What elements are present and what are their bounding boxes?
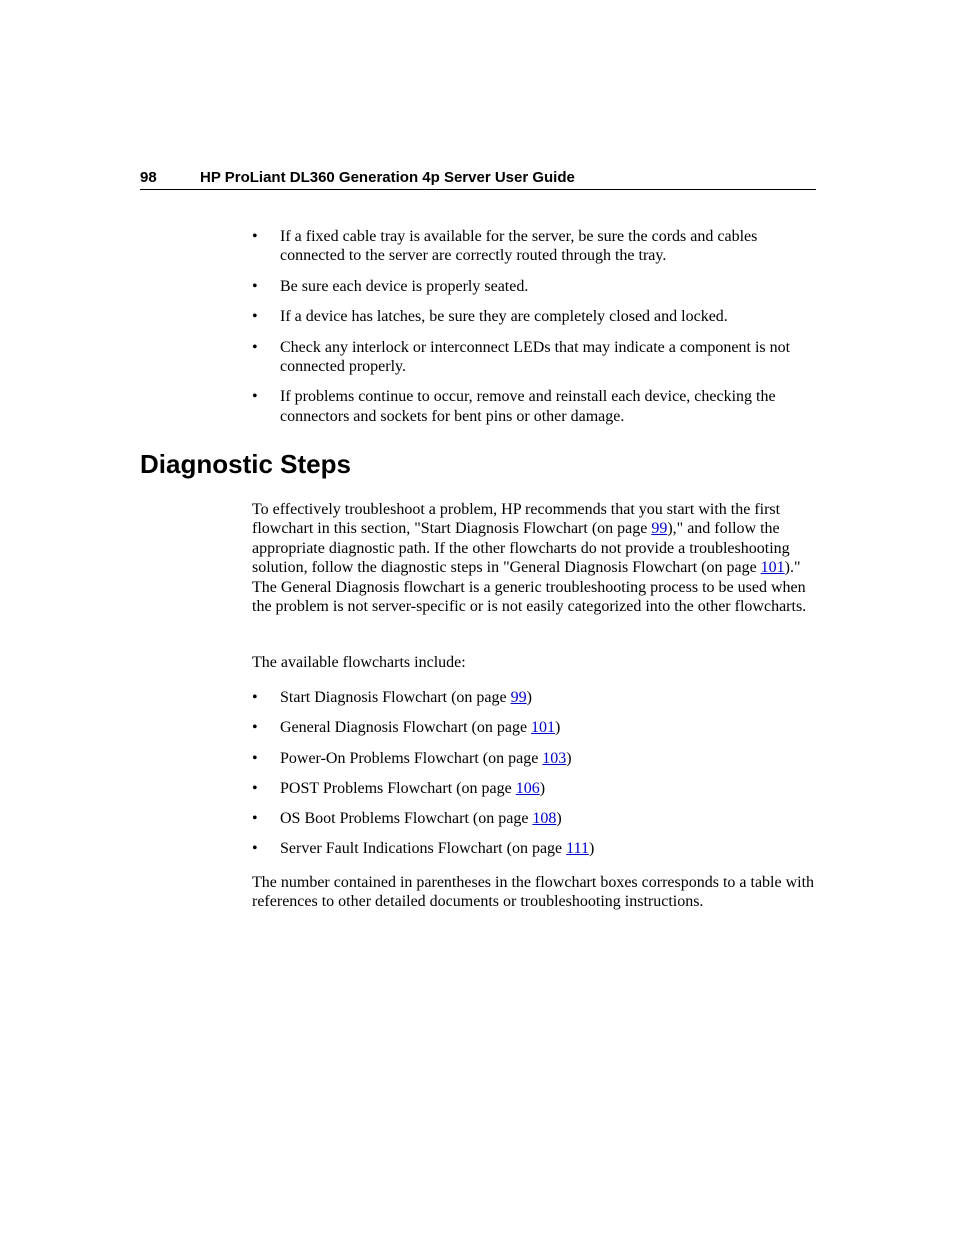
list-item-text: Check any interlock or interconnect LEDs that may indicate a component is not connected properly. [280,338,791,376]
section-heading: Diagnostic Steps [140,449,351,479]
list-item [252,387,817,426]
checklist [252,227,817,437]
flowchart-label: OS Boot Problems Flowchart (on page [280,810,533,828]
paren-close: ) [556,810,562,828]
page-link[interactable]: 106 [515,779,540,797]
bullet-icon: • [252,308,258,326]
bullet-icon: • [252,779,258,797]
intro-text: To effectively troubleshoot a problem, HP recommends that you start with the first flowchart in this section, "Start Diagnosis Flowchart (on page [252,501,781,538]
list-item [252,227,817,266]
bullet-icon: • [252,277,258,295]
list-item-text: If a fixed cable tray is available for the server, be sure the cords and cables connected to the server are correctly routed through the tray. [280,228,758,265]
list-item-text: Be sure each device is properly seated. [280,277,529,295]
page-header [140,168,816,190]
bullet-icon: • [252,689,258,706]
flowchart-list [252,688,817,870]
bullet-icon: • [252,338,258,356]
page-link[interactable]: 99 [510,689,527,706]
bullet-icon: • [252,228,258,245]
bullet-icon: • [252,840,258,858]
intro-text: )," and follow the appropriate diagnostic path. If the other flowcharts do not provide a troubleshooting solution, follow the diagnostic steps in "General Diagnosis Flowchart (on page [252,520,790,577]
page-link[interactable]: 103 [542,749,567,767]
list-item [252,779,817,798]
bullet-icon: • [252,749,258,767]
intro-text: )." The General Diagnosis flowchart is a generic troubleshooting process to be used when the problem is not server-specific or is not easily categorized into the other flowcharts. [252,559,807,616]
flowchart-label: Power-On Problems Flowchart (on page [280,749,543,767]
page-number: 98 [140,169,157,186]
bullet-icon: • [252,810,258,828]
page-link[interactable]: 111 [566,840,589,858]
available-flowcharts-text: The available flowcharts include: [252,654,466,671]
list-item [252,338,817,377]
bullet-icon: • [252,388,258,406]
bullet-icon: • [252,719,258,737]
page-99-link[interactable]: 99 [651,520,668,538]
list-item [252,809,817,828]
list-item-text: If a device has latches, be sure they are completely closed and locked. [280,308,728,326]
list-item [252,749,817,768]
flowchart-label: General Diagnosis Flowchart (on page [280,719,532,737]
list-item [252,307,817,326]
page-link[interactable]: 101 [531,719,556,737]
page-link[interactable]: 108 [532,810,557,828]
paren-close: ) [588,840,595,858]
list-item [252,839,817,858]
flowchart-label: Server Fault Indications Flowchart (on page [280,840,567,858]
list-item-text: If problems continue to occur, remove and reinstall each device, checking the connectors and sockets for bent pins or other damage. [280,388,776,425]
document-title: HP ProLiant DL360 Generation 4p Server User Guide [200,169,575,186]
paren-close: ) [566,749,572,767]
paren-close: ) [555,719,561,737]
paren-close: ) [526,689,532,706]
paren-close: ) [539,779,546,797]
list-item [252,718,817,737]
list-item [252,277,817,296]
intro-paragraph [252,500,817,616]
flowchart-label: Start Diagnosis Flowchart (on page [280,689,511,706]
page-101-link[interactable]: 101 [760,559,785,577]
flowchart-label: POST Problems Flowchart (on page [280,779,516,797]
closing-paragraph: The number contained in parentheses in the flowchart boxes corresponds to a table with references to other detailed documents or troubleshooting instructions. [252,874,815,911]
list-item [252,688,817,707]
